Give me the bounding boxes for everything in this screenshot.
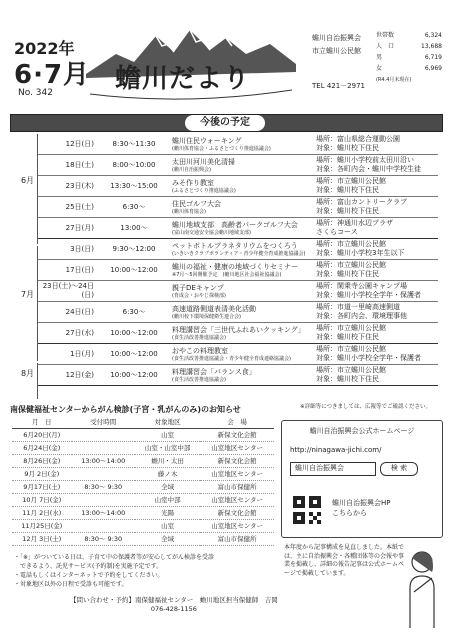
event-place: 場所：神通川水辺プラザ: [316, 219, 393, 227]
publisher-info: [312, 32, 365, 93]
event-name-cell: [170, 344, 314, 365]
event-place: 場所：市立蟾川公民館: [316, 366, 386, 374]
column-header: 会 場: [200, 416, 274, 428]
website-title: 蟾川自治振興会公式ホームページ: [309, 427, 415, 435]
schedule-table: [38, 134, 438, 386]
schedule-row: [38, 176, 438, 197]
event-target: 対象：蟾川校下住民: [316, 270, 379, 278]
event-organizer: (蟾川校下環境保健衛生連合会): [172, 313, 241, 320]
event-organizer: (食生活改善推進協議会): [172, 376, 226, 383]
schedule-row: [38, 218, 438, 239]
table-cell: 蟾川・太田: [135, 454, 200, 467]
stat-population: 人 口 13,688: [376, 43, 442, 50]
event-date: 27日(月): [38, 218, 98, 239]
qr-code-icon: [293, 496, 321, 524]
event-place-cell: [314, 365, 438, 386]
event-name-cell: [170, 302, 314, 323]
event-target: 対象：蟾川校下住民: [316, 207, 379, 215]
event-organizer: (富山南交通安全協会蟾川地域支部): [172, 229, 251, 236]
table-cell: 9月 2日(金): [12, 467, 72, 480]
cancer-notes: [14, 553, 272, 589]
event-name-cell: [170, 239, 314, 260]
issue-year: 2022年: [14, 39, 75, 58]
schedule-row: [38, 239, 438, 260]
table-row: [12, 454, 274, 467]
event-time: 10:00～12:00: [98, 260, 170, 281]
event-place: 場所：市道一里崎高速側道: [316, 303, 400, 311]
event-organizer: (蟾川自治振興会): [172, 166, 211, 173]
column-header: 受付時間: [72, 416, 135, 428]
table-cell: 山室・山室中部: [135, 441, 200, 454]
search-input: 蟾川自治振興会: [290, 462, 376, 476]
event-place-cell: [314, 260, 438, 281]
table-cell: 新保文化会館: [200, 454, 274, 467]
event-name: みそ作り教室: [172, 178, 214, 187]
table-cell: 山室: [135, 519, 200, 532]
table-cell: 9月17日(土): [12, 480, 72, 493]
schedule-row: [38, 365, 438, 386]
table-cell: 山室: [135, 428, 200, 441]
table-cell: 13:00～14:00: [72, 454, 135, 467]
table-row: [12, 519, 274, 532]
event-place-cell: [314, 239, 438, 260]
event-name: ペットボトルプラネタリウムをつくろう: [172, 241, 298, 250]
event-place-cell: [314, 176, 438, 197]
event-name-cell: [170, 323, 314, 344]
table-cell: 山室地区センター: [200, 493, 274, 506]
event-date: 25日(土): [38, 197, 98, 218]
event-organizer: (蟾川体育協会・ふるさとづくり推進協議会): [172, 145, 271, 152]
schedule-row: [38, 281, 438, 302]
cancer-screening-table: [12, 416, 274, 546]
table-cell: 6月24日(金): [12, 441, 72, 454]
table-cell: 山室地区センター: [200, 441, 274, 454]
table-cell: 6月20日(月): [12, 428, 72, 441]
contact-phone: 076-428-1156: [150, 605, 197, 613]
stat-households: 世帯数 6,324: [376, 32, 442, 39]
event-name: 親子DEキャンプ: [172, 283, 224, 292]
event-target: 対象：蟾川校下住民: [316, 144, 379, 152]
table-header-row: [12, 416, 274, 428]
event-name: おやこの料理教室: [172, 346, 228, 355]
event-organizer: ※7月～5回開催予定 (蟾川地区社会福祉協議会): [172, 271, 282, 278]
schedule-row: [38, 260, 438, 281]
event-name-cell: [170, 197, 314, 218]
event-place: 場所：市立蟾川公民館: [316, 240, 386, 248]
contact-info: [70, 596, 278, 614]
event-time: 10:00～12:00: [98, 365, 170, 386]
person-illustration: [402, 548, 442, 630]
table-row: [12, 493, 274, 506]
event-time: 10:00～12:00: [98, 344, 170, 365]
table-cell: 藤ノ木: [135, 467, 200, 480]
event-place: 場所：市立蟾川公民館: [316, 324, 386, 332]
event-place: 場所：蟾川小学校前太田川沿い: [316, 156, 414, 164]
stats-note: (R4.4月末現在): [376, 77, 412, 83]
event-name: 料理講習会「バランス食」: [172, 367, 256, 376]
event-time: 8:30～11:30: [98, 134, 170, 155]
table-cell: 12月 3日(土): [12, 532, 72, 545]
table-cell: 山室地区センター: [200, 467, 274, 480]
event-organizer: (蟾川体育協会): [172, 208, 206, 215]
event-place-cell: [314, 134, 438, 155]
event-name-cell: [170, 218, 314, 239]
issue-number: No. 342: [18, 88, 53, 98]
population-stats: [376, 30, 442, 86]
table-cell: 全域: [135, 480, 200, 493]
event-name-cell: [170, 134, 314, 155]
table-cell: 新保文化会館: [200, 506, 274, 519]
event-place-cell: [314, 323, 438, 344]
table-row: [12, 467, 274, 480]
table-cell: 全域: [135, 532, 200, 545]
event-time: 10:00～12:00: [98, 323, 170, 344]
schedule-row: [38, 155, 438, 176]
event-date: 12日(日): [38, 134, 98, 155]
stat-male: 男 6,719: [376, 54, 442, 61]
table-row: [12, 441, 274, 454]
table-cell: 8:30～ 9:30: [72, 480, 135, 493]
month-label-august: 8月: [18, 363, 38, 399]
event-name: 蟾川の福祉・健康の地域づくりセミナー: [172, 262, 298, 271]
event-target: 対象：各町内会、環境理事他: [316, 312, 407, 320]
event-target: 対象：蟾川校下住民: [316, 333, 379, 341]
contact-line: 【問い合わせ・予約】南保健福祉センター 蟾川地区担当保健師 吉岡: [70, 596, 278, 604]
event-place-cell: [314, 302, 438, 323]
event-place-cell: [314, 197, 438, 218]
table-cell: [72, 493, 135, 506]
event-name: 蟾川地域支部 高齢者パークゴルフ大会: [172, 220, 298, 229]
event-date: 18日(土): [38, 155, 98, 176]
table-cell: 山室地区センター: [200, 519, 274, 532]
website-url[interactable]: http://ninagawa-jichi.com/: [290, 446, 382, 454]
table-cell: [72, 467, 135, 480]
event-place: 場所：閑乗寺公園キャンプ場: [316, 282, 407, 290]
event-date: 27日(水): [38, 323, 98, 344]
event-organizer: (育成会・おやじ探検部): [172, 292, 226, 299]
table-cell: 11月25日(金): [12, 519, 72, 532]
event-name: 高速道路側道表清美化活動: [172, 304, 256, 313]
event-place-cell: [314, 344, 438, 365]
search-button: 検 索: [380, 462, 418, 476]
event-place: 場所：富山カントリークラブ: [316, 198, 407, 206]
schedule-note: ※詳細等につきましては、広報等でご確認ください。: [300, 404, 432, 410]
event-target: 対象：蟾川校下住民: [316, 375, 379, 383]
table-cell: 8月26日(金): [12, 454, 72, 467]
event-place: 場所：市立蟾川公民館: [316, 177, 386, 185]
event-date: 17日(日): [38, 260, 98, 281]
stat-female: 女 6,969: [376, 65, 442, 72]
table-cell: 富山市保健所: [200, 532, 274, 545]
masthead-title: 蟾川だより: [115, 64, 251, 94]
event-organizer: (食生活改善推進協議会): [172, 334, 226, 341]
phone-number: TEL 421－2971: [312, 82, 365, 90]
event-name: 太田川河川美化清掃: [172, 157, 235, 166]
schedule-row: [38, 197, 438, 218]
event-place: 場所：富山県総合運動公園: [316, 135, 400, 143]
event-date: 24日(日): [38, 302, 98, 323]
event-time: 8:00～10:00: [98, 155, 170, 176]
event-date: 3日(日): [38, 239, 98, 260]
table-row: [12, 532, 274, 545]
event-name-cell: [170, 260, 314, 281]
event-target: 対象：各町内会・蟾川中学校生徒: [316, 165, 421, 173]
table-cell: [72, 519, 135, 532]
event-date: 12日(金): [38, 365, 98, 386]
event-name-cell: [170, 365, 314, 386]
event-target: 対象：蟾川小学校3年生以下: [316, 249, 405, 257]
editorial-note: 本年度から記事構成を見直しました。本紙では、主に自治振興会・各種団体等の会報や事業を掲載し、詳細の報告記事は公式ホームページで掲載しています。: [284, 544, 405, 577]
event-time: 6:30～: [98, 197, 170, 218]
event-name: 住民ゴルフ大会: [172, 199, 221, 208]
table-cell: 富山市保健所: [200, 480, 274, 493]
event-date: 1日(月): [38, 344, 98, 365]
event-organizer: (食生活改善推進協議会・青少年健全育成連絡協議会): [172, 355, 291, 362]
qr-caption: 蟾川自治振興会HP こちらから: [332, 499, 391, 517]
issue-months: 6·7月: [14, 60, 91, 90]
event-organizer: (ふるさとづくり推進協議会): [172, 187, 236, 194]
event-time: 9:30～12:00: [98, 239, 170, 260]
schedule-row: [38, 344, 438, 365]
publisher-name: 蟾川自治振興会: [312, 34, 361, 42]
event-target: 対象：蟾川小学校全学年・保護者: [316, 291, 421, 299]
event-name-cell: [170, 176, 314, 197]
table-cell: 10月 7日(金): [12, 493, 72, 506]
event-date: 23日(木): [38, 176, 98, 197]
note-line: ・対象地区以外の日程で受診も可能です。: [14, 581, 128, 588]
event-target: 対象：蟾川校下住民: [316, 186, 379, 194]
table-row: [12, 480, 274, 493]
schedule-title: 今後の予定: [185, 115, 265, 131]
month-label-july: 7月: [18, 246, 38, 361]
note-line: ・電話もしくはインターネットで予約をしてください。: [14, 572, 164, 579]
event-place: 場所：市立蟾川公民館: [316, 345, 386, 353]
table-cell: 11月 2日(水): [12, 506, 72, 519]
table-row: [12, 428, 274, 441]
column-header: 対象地区: [135, 416, 200, 428]
table-cell: [72, 428, 135, 441]
event-time: 6:30～: [98, 302, 170, 323]
event-place: 場所：市立蟾川公民館: [316, 261, 386, 269]
table-cell: 13:00～14:00: [72, 506, 135, 519]
table-row: [12, 506, 274, 519]
event-place-cell: [314, 218, 438, 239]
event-name: 蟾川住民ウォーキング: [172, 136, 242, 145]
event-time: 13:00～: [98, 218, 170, 239]
event-target: さくらコース: [316, 228, 358, 236]
event-place-cell: [314, 281, 438, 302]
event-time: [98, 281, 170, 302]
event-date: 23日(土)～24日(日): [38, 281, 98, 302]
table-cell: 山室中部: [135, 493, 200, 506]
month-label-june: 6月: [18, 134, 38, 244]
table-cell: 光陽: [135, 506, 200, 519]
table-cell: 新保文化会館: [200, 428, 274, 441]
event-name: 料理講習会「三世代ふれあいクッキング」: [172, 325, 305, 334]
cancer-screening-title: 南保健福祉センターからがん検診(子宮・乳がんのみ)のお知らせ: [10, 405, 241, 414]
note-line: ・「※」がついている日は、子育て中の保護者等が安心してがん検診を受診: [14, 554, 215, 561]
event-name-cell: [170, 155, 314, 176]
schedule-row: [38, 134, 438, 155]
table-cell: [72, 441, 135, 454]
note-line: できるよう、託児サービス(予約制)を実施予定です。: [14, 563, 163, 570]
schedule-row: [38, 323, 438, 344]
office-name: 市立蟾川公民館: [312, 47, 361, 55]
column-header: 月 日: [12, 416, 72, 428]
table-cell: 8:30～ 9:30: [72, 532, 135, 545]
event-name-cell: [170, 281, 314, 302]
event-target: 対象：蟾川小学校全学年・保護者: [316, 354, 421, 362]
event-time: 13:30～15:00: [98, 176, 170, 197]
schedule-row: [38, 302, 438, 323]
event-place-cell: [314, 155, 438, 176]
event-organizer: (いきいきクラブボランティア・青少年健全育成推進協議会): [172, 250, 306, 257]
